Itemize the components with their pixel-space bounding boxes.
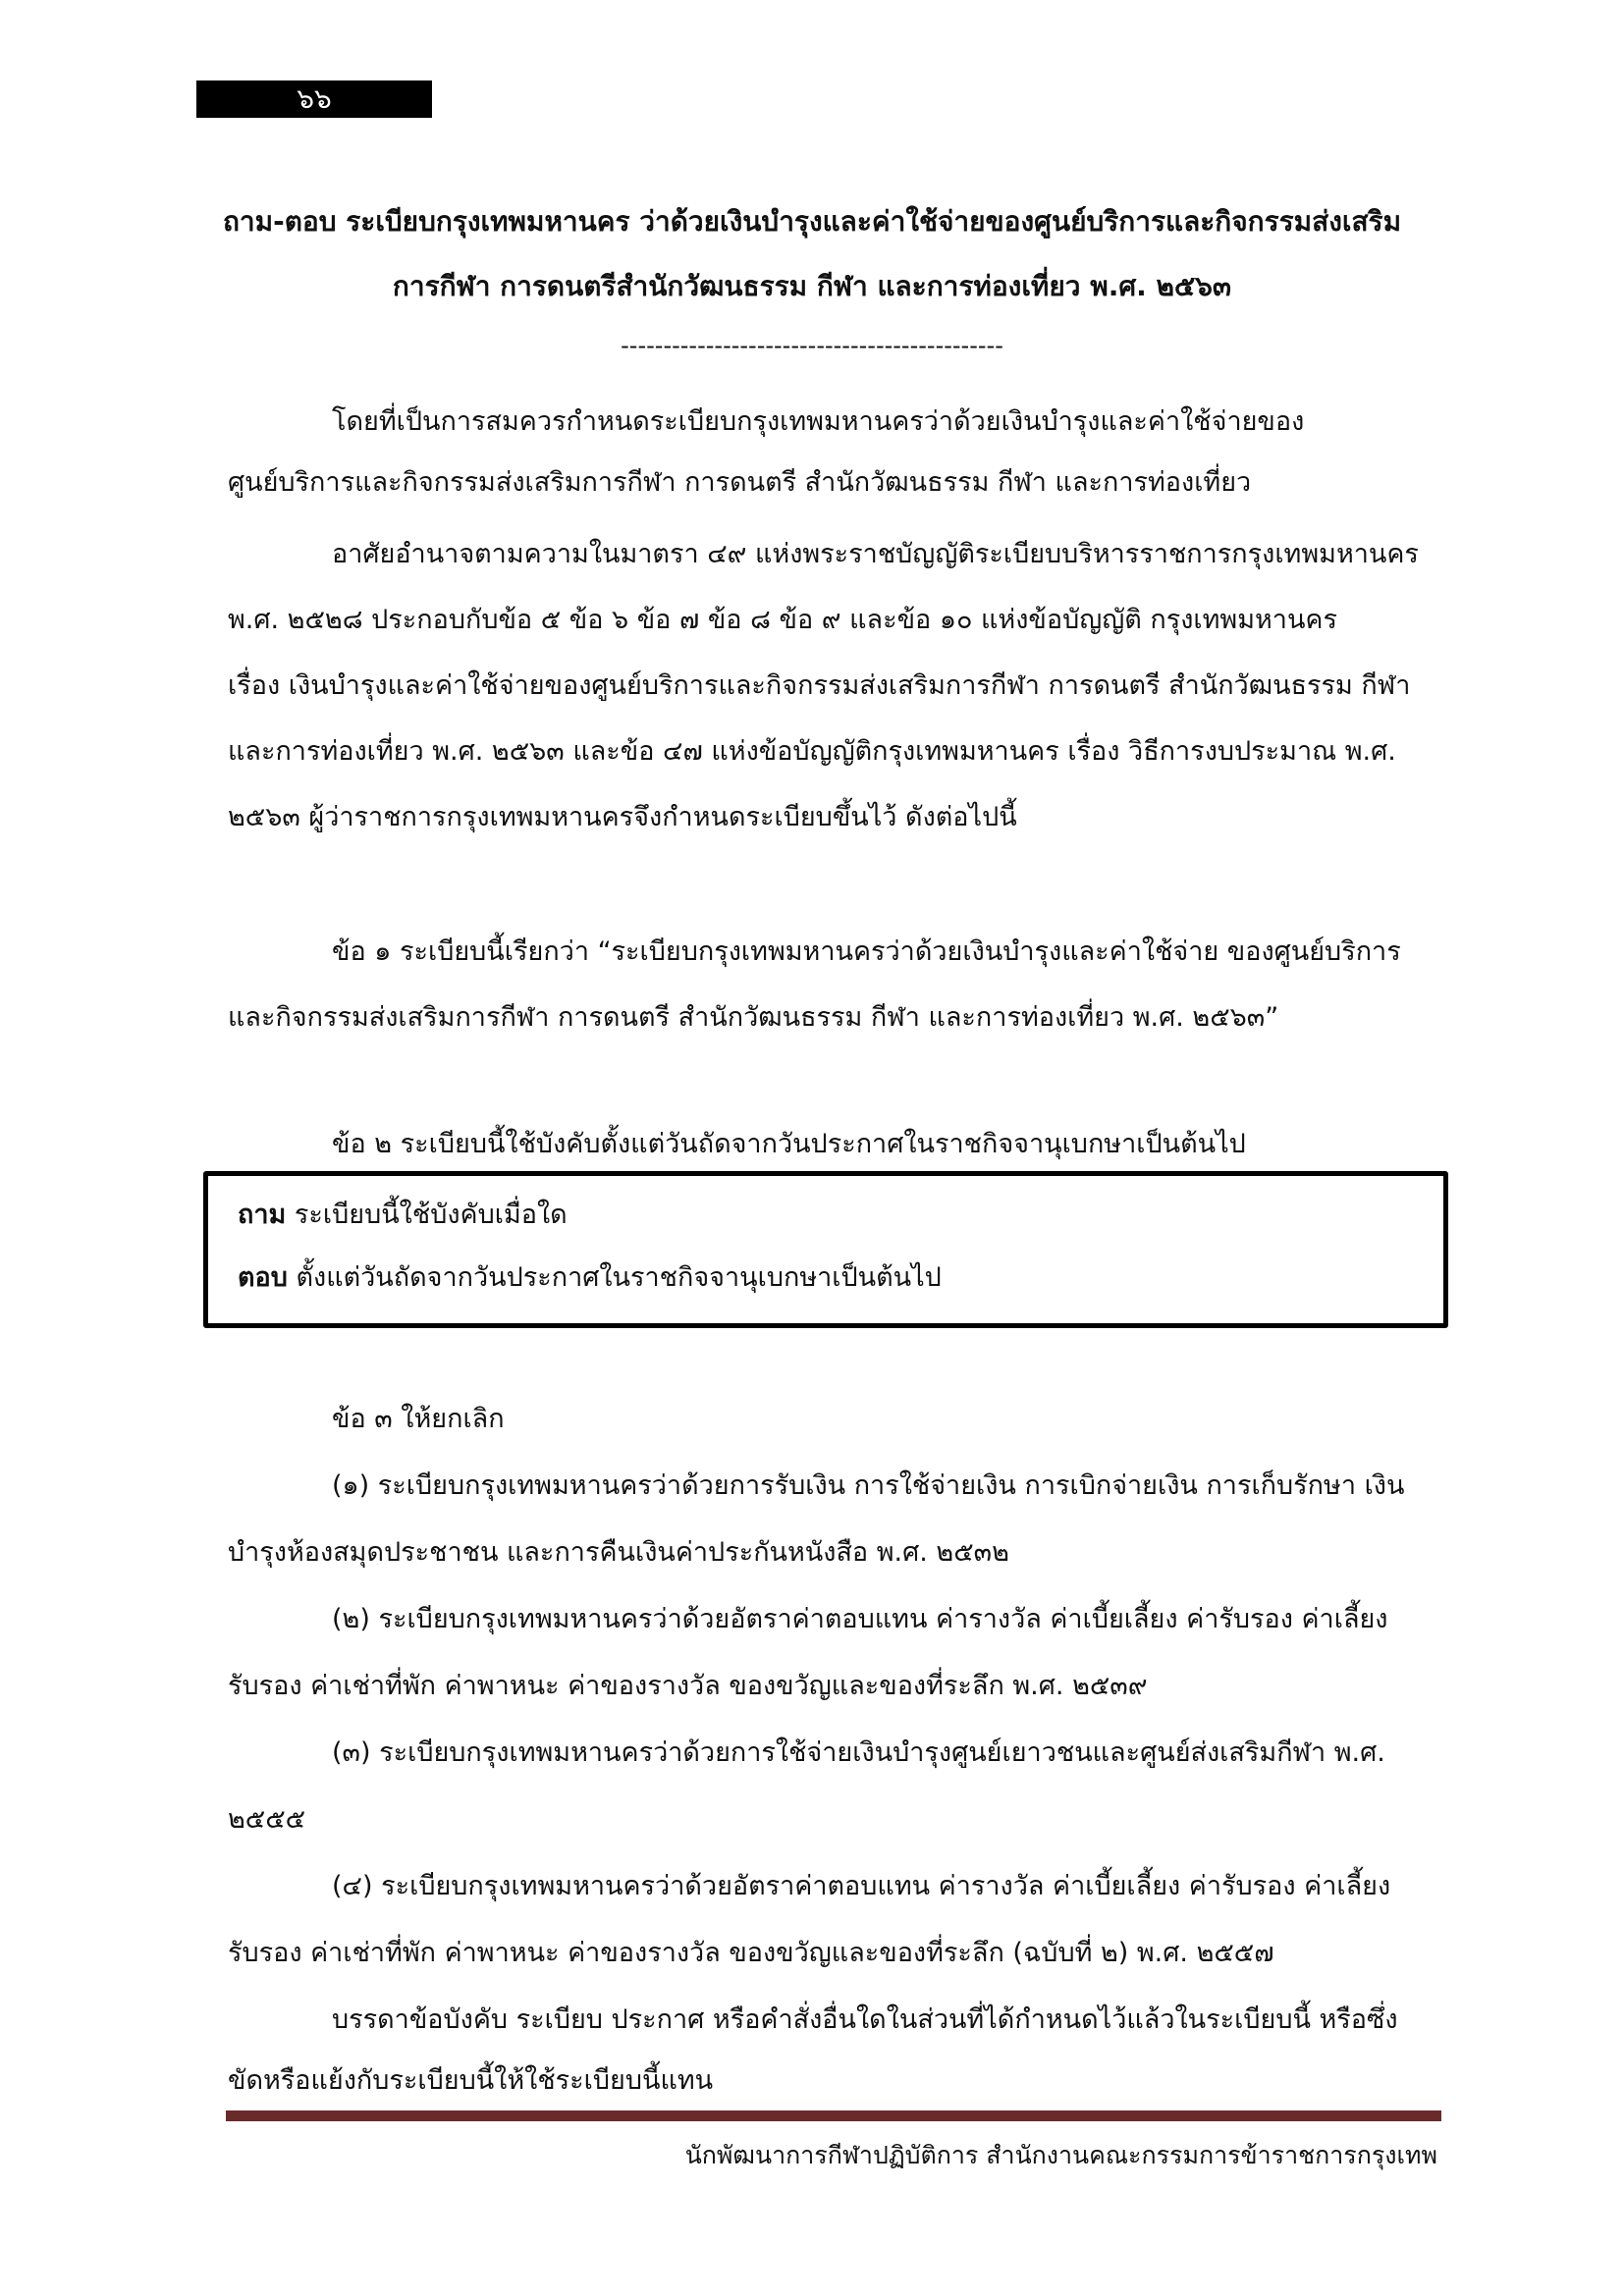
clause3-line: (๔) ระเบียบกรุงเทพมหานครว่าด้วยอัตราค่าตอบแทน ค่ารางวัล ค่าเบี้ยเลี้ยง ค่ารับรอง ค่าเลี้ยง [332,1871,1391,1901]
preamble-line: และการท่องเที่ยว พ.ศ. ๒๕๖๓ และข้อ ๔๗ แห่งข้อบัญญัติกรุงเทพมหานคร เรื่อง วิธีการงบประมาณ พ.ศ. [228,736,1396,767]
clause3-line: (๒) ระเบียบกรุงเทพมหานครว่าด้วยอัตราค่าตอบแทน ค่ารางวัล ค่าเบี้ยเลี้ยง ค่ารับรอง ค่าเลี้ยง [332,1604,1388,1634]
clause3-line: ข้อ ๓ ให้ยกเลิก [332,1404,505,1434]
preamble-line: พ.ศ. ๒๕๒๘ ประกอบกับข้อ ๕ ข้อ ๖ ข้อ ๗ ข้อ ๘ ข้อ ๙ และข้อ ๑๐ แห่งข้อบัญญัติ กรุงเทพมหานคร [228,605,1337,635]
footer-rule [226,2110,1441,2121]
clause2-line: ข้อ ๒ ระเบียบนี้ใช้บังคับตั้งแต่วันถัดจากวันประกาศในราชกิจจานุเบกษาเป็นต้นไป [332,1129,1246,1159]
title-separator: --------------------------------------------- [621,332,1003,359]
clause1-line: ข้อ ๑ ระเบียบนี้เรียกว่า “ระเบียบกรุงเทพมหานครว่าด้วยเงินบำรุงและค่าใช้จ่าย ของศูนย์บริการ [332,936,1401,967]
page-number-badge: ๖๖ [196,80,432,118]
question-text: ระเบียบนี้ใช้บังคับเมื่อใด [286,1200,568,1230]
clause3-line: (๓) ระเบียบกรุงเทพมหานครว่าด้วยการใช้จ่ายเงินบำรุงศูนย์เยาวชนและศูนย์ส่งเสริมกีฬา พ.ศ. [332,1737,1385,1768]
clause1-line: และกิจกรรมส่งเสริมการกีฬา การดนตรี สำนักวัฒนธรรม กีฬา และการท่องเที่ยว พ.ศ. ๒๕๖๓” [228,1002,1279,1033]
clause3-line: ขัดหรือแย้งกับระเบียบนี้ให้ใช้ระเบียบนี้แทน [228,2065,714,2096]
preamble-line: โดยที่เป็นการสมควรกำหนดระเบียบกรุงเทพมหานครว่าด้วยเงินบำรุงและค่าใช้จ่ายของ [332,406,1305,437]
qa-question [238,1196,568,1235]
preamble-line: ๒๕๖๓ ผู้ว่าราชการกรุงเทพมหานครจึงกำหนดระเบียบขึ้นไว้ ดังต่อไปนี้ [228,802,1017,832]
footer-text: นักพัฒนาการกีฬาปฏิบัติการ สำนักงานคณะกรรมการข้าราชการกรุงเทพ [684,2141,1437,2169]
qa-answer [238,1258,942,1298]
clause3-line: บรรดาข้อบังคับ ระเบียบ ประกาศ หรือคำสั่งอื่นใดในส่วนที่ได้กำหนดไว้แล้วในระเบียบนี้ หรือซึ่ง [332,2004,1398,2035]
clause3-line: (๑) ระเบียบกรุงเทพมหานครว่าด้วยการรับเงิน การใช้จ่ายเงิน การเบิกจ่ายเงิน การเก็บรักษา เงิน [332,1470,1405,1501]
clause3-line: รับรอง ค่าเช่าที่พัก ค่าพาหนะ ค่าของรางวัล ของขวัญและของที่ระลึก พ.ศ. ๒๕๓๙ [228,1671,1148,1701]
answer-text: ตั้งแต่วันถัดจากวันประกาศในราชกิจจานุเบกษาเป็นต้นไป [287,1262,942,1293]
preamble-line: เรื่อง เงินบำรุงและค่าใช้จ่ายของศูนย์บริการและกิจกรรมส่งเสริมการกีฬา การดนตรี สำนักวัฒนธรรม กีฬา [228,670,1411,701]
preamble-line: อาศัยอำนาจตามความในมาตรา ๔๙ แห่งพระราชบัญญัติระเบียบบริหารราชการกรุงเทพมหานคร [332,539,1419,569]
title-line-1: ถาม-ตอบ ระเบียบกรุงเทพมหานคร ว่าด้วยเงินบำรุงและค่าใช้จ่ายของศูนย์บริการและกิจกรรมส่งเสริม [222,205,1402,238]
question-label: ถาม [238,1200,287,1230]
qa-box [203,1171,1448,1328]
clause3-line: รับรอง ค่าเช่าที่พัก ค่าพาหนะ ค่าของรางวัล ของขวัญและของที่ระลึก (ฉบับที่ ๒) พ.ศ. ๒๕๕๗ [228,1938,1274,1968]
title-line-2: การกีฬา การดนตรีสำนักวัฒนธรรม กีฬา และการท่องเที่ยว พ.ศ. ๒๕๖๓ [392,270,1232,302]
answer-label: ตอบ [238,1262,288,1293]
clause3-line: บำรุงห้องสมุดประชาชน และการคืนเงินค่าประกันหนังสือ พ.ศ. ๒๕๓๒ [228,1537,1009,1568]
clause3-line: ๒๕๕๕ [228,1804,306,1835]
preamble-line: ศูนย์บริการและกิจกรรมส่งเสริมการกีฬา การดนตรี สำนักวัฒนธรรม กีฬา และการท่องเที่ยว [228,467,1252,498]
